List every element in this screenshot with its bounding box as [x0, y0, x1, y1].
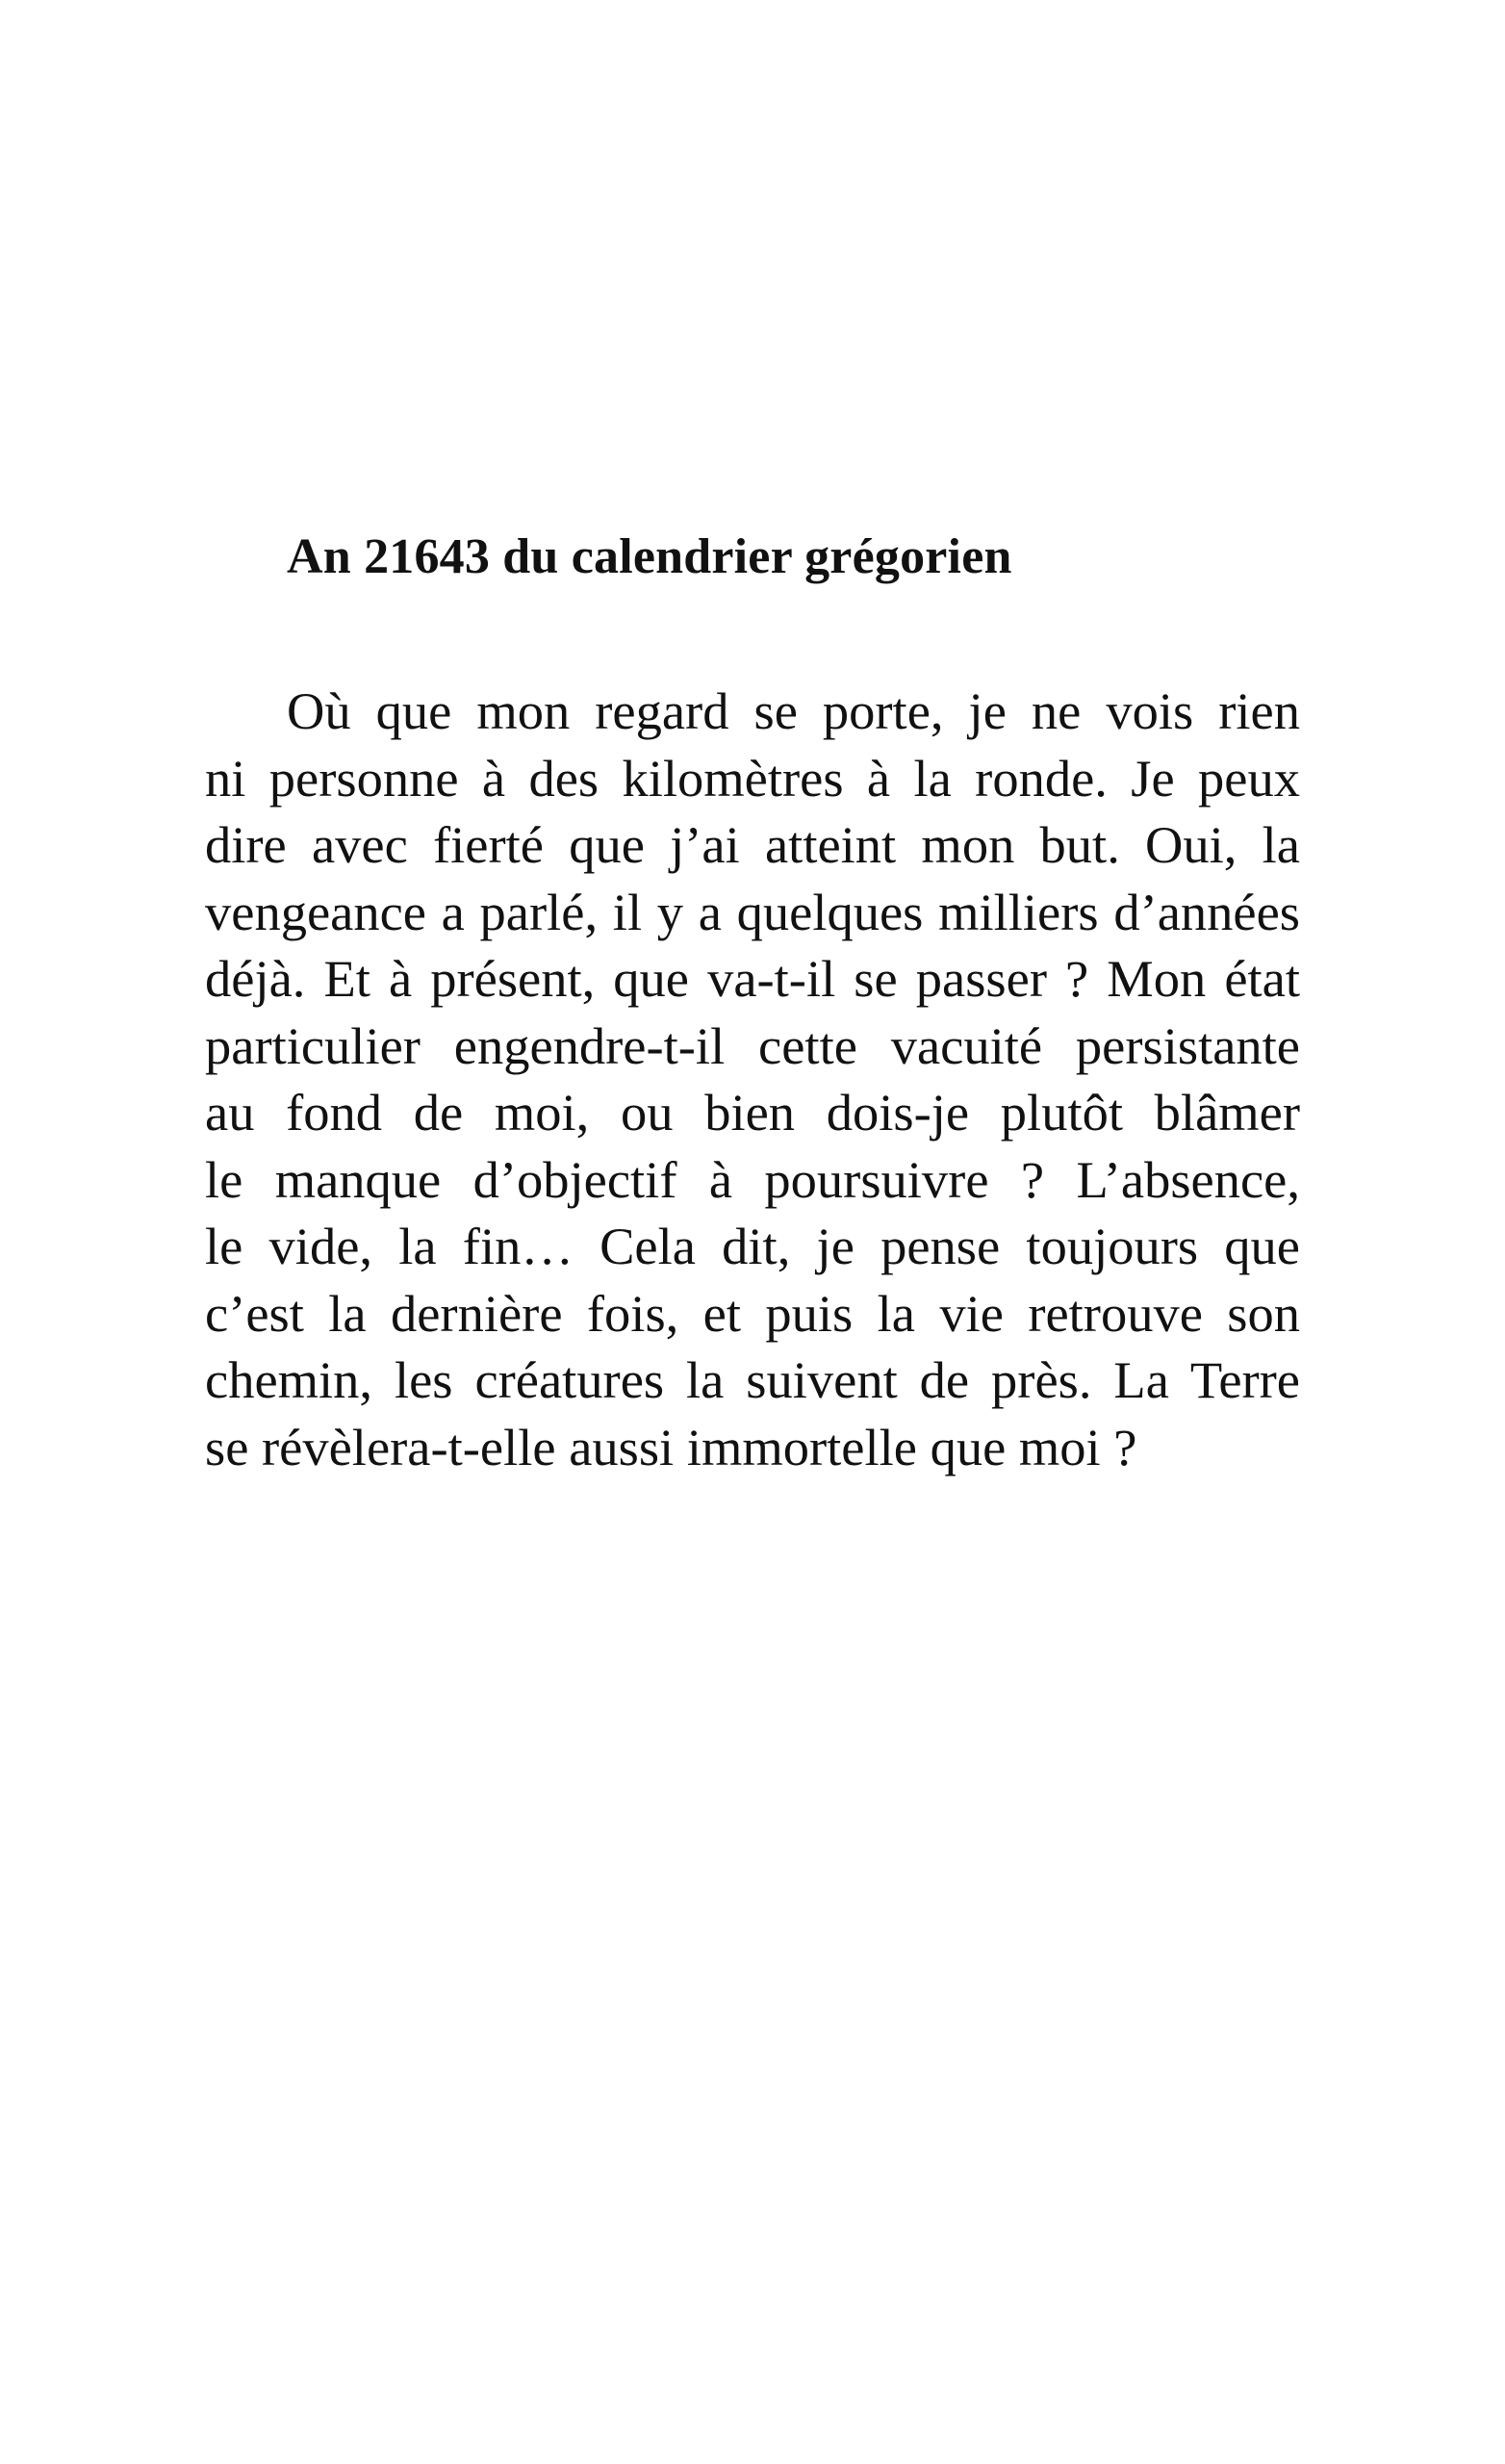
paragraph-line: se révèlera-t-elle aussi immortelle que moi ?: [205, 1417, 1137, 1476]
paragraph-line: au fond de moi, ou bien dois-je plutôt blâmer: [205, 1083, 1300, 1142]
paragraph-line: c’est la dernière fois, et puis la vie retrouve son: [205, 1283, 1300, 1343]
paragraph-line: vengeance a parlé, il y a quelques milliers d’années: [205, 882, 1300, 941]
paragraph-line: Où que mon regard se porte, je ne vois rien: [287, 681, 1300, 740]
paragraph-line: le vide, la fin… Cela dit, je pense toujours que: [205, 1217, 1300, 1275]
body-paragraph: [205, 678, 1300, 1480]
paragraph-line: ni personne à des kilomètres à la ronde. Je peux: [205, 748, 1300, 808]
paragraph-line: chemin, les créatures la suivent de près. La Terre: [205, 1350, 1300, 1409]
paragraph-line: particulier engendre-t-il cette vacuité persistante: [205, 1015, 1300, 1075]
chapter-heading: An 21643 du calendrier grégorien: [287, 529, 1012, 584]
paragraph-line: déjà. Et à présent, que va-t-il se passer ? Mon état: [205, 949, 1300, 1008]
paragraph-line: le manque d’objectif à poursuivre ? L’absence,: [205, 1149, 1300, 1209]
paragraph-line: dire avec fierté que j’ai atteint mon but. Oui, la: [205, 815, 1300, 874]
